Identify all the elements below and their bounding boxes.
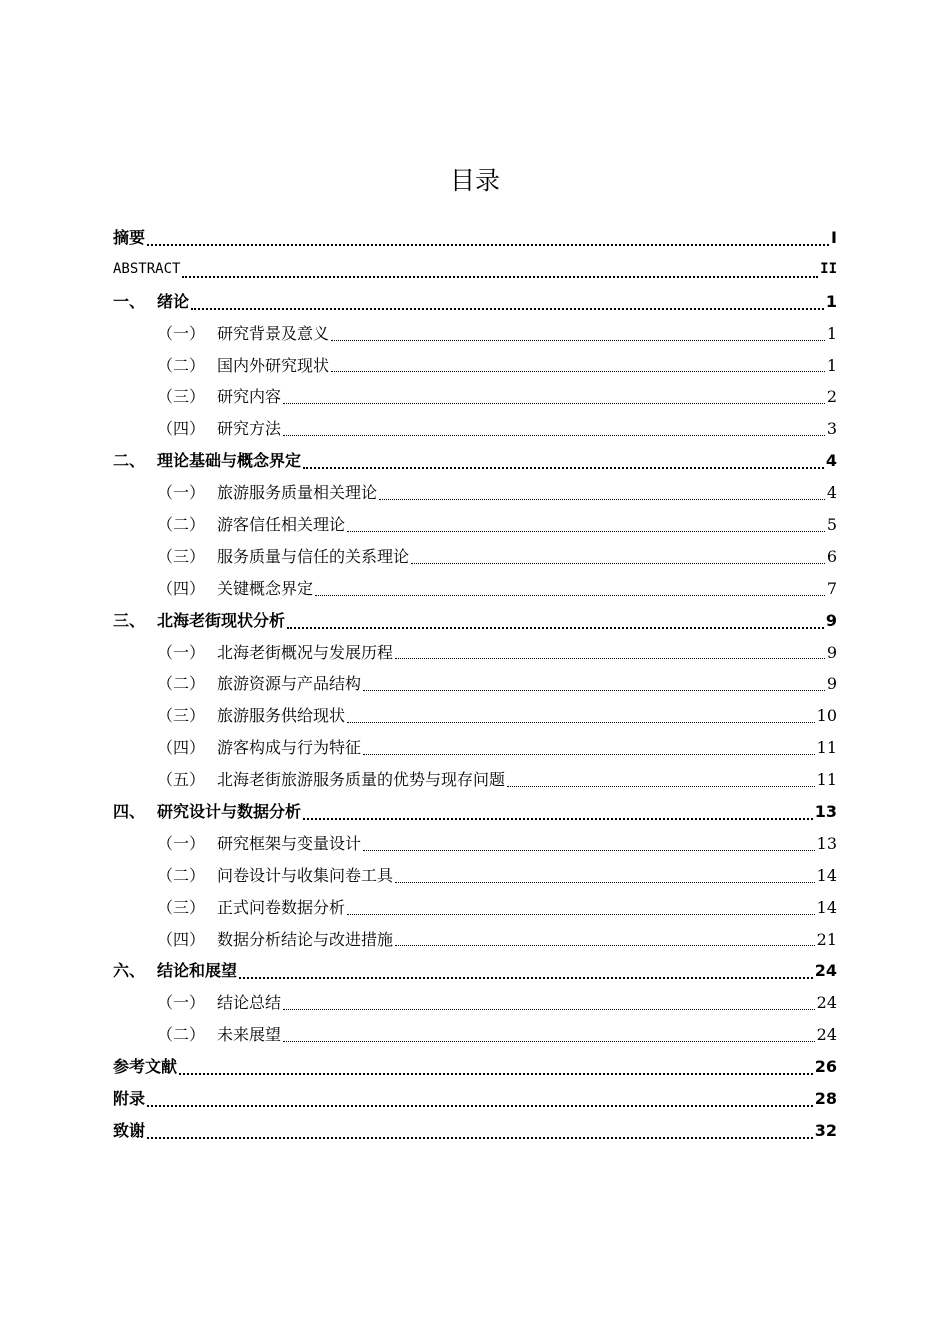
toc-entry-label: 正式问卷数据分析 (217, 897, 346, 917)
toc-entry-page-number: 3 (826, 419, 837, 439)
toc-entry-page-number: 24 (814, 961, 837, 981)
toc-title: 目录 (449, 166, 500, 195)
toc-entry-page-number: 9 (825, 610, 837, 630)
toc-entry-label: 问卷设计与收集问卷工具 (217, 865, 394, 885)
toc-entry-label: 附录 (113, 1089, 146, 1109)
toc-entry-label: 摘要 (113, 228, 146, 247)
toc-dot-leader (303, 445, 824, 477)
toc-dot-leader (239, 955, 813, 987)
toc-entry-section[interactable] (113, 764, 837, 796)
toc-entry-label: 游客信任相关理论 (217, 515, 346, 535)
toc-entry-number: （三） (157, 387, 206, 407)
toc-entry-number: （五） (157, 770, 206, 790)
toc-entry-page-number: 26 (814, 1057, 837, 1077)
toc-entry-label: 北海老街概况与发展历程 (217, 642, 394, 662)
toc-dot-leader (347, 700, 815, 732)
toc-dot-leader (347, 892, 815, 924)
toc-entry-page-number: 11 (816, 738, 837, 758)
toc-entry-page-number: 7 (826, 578, 837, 598)
toc-list (113, 222, 837, 1147)
toc-entry-chapter[interactable] (113, 286, 837, 318)
toc-entry-label: 北海老街现状分析 (157, 610, 286, 630)
toc-dot-leader (395, 860, 815, 892)
toc-entry-number: 四、 (113, 802, 146, 822)
toc-entry-label: 未来展望 (217, 1025, 282, 1045)
toc-entry-page-number: 14 (816, 897, 837, 917)
toc-entry-section[interactable] (113, 637, 837, 669)
toc-entry-number: 二、 (113, 451, 146, 471)
toc-entry-label: 北海老街旅游服务质量的优势与现存问题 (217, 770, 506, 790)
toc-entry-page-number: 11 (816, 770, 837, 790)
toc-dot-leader (507, 764, 815, 796)
toc-entry-chapter[interactable] (113, 222, 837, 254)
toc-entry-number: （四） (157, 578, 206, 598)
toc-entry-number: （二） (157, 355, 206, 375)
toc-entry-chapter[interactable] (113, 1115, 837, 1147)
toc-entry-label: 研究框架与变量设计 (217, 833, 362, 853)
toc-dot-leader (363, 828, 815, 860)
toc-entry-label: 国内外研究现状 (217, 355, 330, 375)
toc-dot-leader (283, 987, 815, 1019)
toc-entry-section[interactable] (113, 318, 837, 350)
toc-entry-page-number: 4 (825, 451, 837, 471)
toc-entry-label: 研究背景及意义 (217, 323, 330, 343)
toc-dot-leader (331, 318, 825, 350)
toc-entry-number: （三） (157, 546, 206, 566)
toc-entry-section[interactable] (113, 700, 837, 732)
toc-dot-leader (283, 1019, 815, 1051)
toc-entry-label: 结论和展望 (157, 961, 238, 981)
toc-entry-page-number: 21 (816, 929, 837, 949)
toc-entry-number: （三） (157, 706, 206, 726)
toc-entry-number: （四） (157, 738, 206, 758)
toc-entry-page-number: 32 (814, 1120, 837, 1140)
toc-dot-leader (395, 924, 815, 956)
toc-entry-page-number: I (831, 228, 837, 247)
toc-entry-chapter[interactable] (113, 796, 837, 828)
toc-entry-page-number: 1 (826, 355, 837, 375)
toc-entry-page-number: 2 (826, 387, 837, 407)
toc-entry-label: 游客构成与行为特征 (217, 738, 362, 758)
toc-entry-label: 旅游服务质量相关理论 (217, 483, 378, 503)
toc-entry-chapter[interactable] (113, 445, 837, 477)
toc-entry-number: （一） (157, 483, 206, 503)
toc-dot-leader (179, 1051, 813, 1083)
toc-entry-page-number: 1 (826, 323, 837, 343)
toc-entry-number: （二） (157, 865, 206, 885)
toc-dot-leader (287, 605, 824, 637)
toc-entry-label: 旅游服务供给现状 (217, 706, 346, 726)
toc-entry-section[interactable] (113, 860, 837, 892)
toc-entry-chapter[interactable] (113, 1051, 837, 1083)
toc-entry-label: 绪论 (157, 291, 190, 311)
toc-entry-chapter[interactable] (113, 254, 837, 286)
toc-dot-leader (147, 222, 829, 254)
toc-entry-chapter[interactable] (113, 955, 837, 987)
toc-entry-chapter[interactable] (113, 605, 837, 637)
toc-entry-page-number: 5 (826, 515, 837, 535)
toc-entry-number: 一、 (113, 291, 146, 311)
toc-entry-section[interactable] (113, 350, 837, 382)
toc-entry-label: 致谢 (113, 1120, 146, 1140)
toc-entry-label: 理论基础与概念界定 (157, 451, 302, 471)
toc-entry-section[interactable] (113, 892, 837, 924)
toc-entry-page-number: 9 (826, 674, 837, 694)
toc-entry-section[interactable] (113, 477, 837, 509)
toc-entry-section[interactable] (113, 828, 837, 860)
toc-dot-leader (395, 637, 825, 669)
toc-entry-section[interactable] (113, 573, 837, 605)
toc-entry-number: （一） (157, 833, 206, 853)
toc-entry-section[interactable] (113, 924, 837, 956)
toc-entry-page-number: 6 (826, 546, 837, 566)
toc-entry-section[interactable] (113, 668, 837, 700)
toc-entry-page-number: 28 (814, 1089, 837, 1109)
toc-entry-number: （四） (157, 929, 206, 949)
toc-entry-section[interactable] (113, 1019, 837, 1051)
toc-entry-page-number: 13 (814, 802, 837, 822)
toc-dot-leader (283, 413, 825, 445)
toc-dot-leader (182, 254, 818, 286)
toc-entry-label: 参考文献 (113, 1057, 178, 1077)
toc-dot-leader (303, 796, 813, 828)
toc-entry-number: （二） (157, 515, 206, 535)
toc-entry-section[interactable] (113, 732, 837, 764)
toc-entry-chapter[interactable] (113, 1083, 837, 1115)
toc-dot-leader (315, 573, 825, 605)
toc-entry-section[interactable] (113, 541, 837, 573)
toc-entry-number: （二） (157, 674, 206, 694)
toc-dot-leader (147, 1115, 813, 1147)
toc-entry-number: （一） (157, 993, 206, 1013)
toc-entry-section[interactable] (113, 987, 837, 1019)
toc-dot-leader (147, 1083, 813, 1115)
toc-entry-page-number: 4 (826, 483, 837, 503)
toc-entry-label: 研究设计与数据分析 (157, 802, 302, 822)
toc-dot-leader (331, 350, 825, 382)
toc-entry-page-number: 13 (816, 833, 837, 853)
toc-entry-number: （一） (157, 642, 206, 662)
toc-entry-number: （一） (157, 323, 206, 343)
toc-entry-number: 三、 (113, 610, 146, 630)
toc-entry-page-number: II (820, 260, 837, 277)
toc-dot-leader (363, 668, 825, 700)
toc-dot-leader (347, 509, 825, 541)
toc-entry-section[interactable] (113, 509, 837, 541)
toc-dot-leader (283, 381, 825, 413)
toc-dot-leader (191, 286, 824, 318)
toc-entry-label: 旅游资源与产品结构 (217, 674, 362, 694)
toc-entry-page-number: 24 (816, 993, 837, 1013)
toc-dot-leader (411, 541, 825, 573)
toc-entry-label: 关键概念界定 (217, 578, 314, 598)
toc-entry-number: （三） (157, 897, 206, 917)
toc-entry-number: （四） (157, 419, 206, 439)
toc-entry-label: ABSTRACT (113, 260, 181, 277)
toc-entry-label: 结论总结 (217, 993, 282, 1013)
toc-entry-label: 研究方法 (217, 419, 282, 439)
toc-entry-page-number: 14 (816, 865, 837, 885)
toc-entry-page-number: 9 (826, 642, 837, 662)
toc-entry-label: 数据分析结论与改进措施 (217, 929, 394, 949)
toc-dot-leader (379, 477, 825, 509)
toc-entry-number: （二） (157, 1025, 206, 1045)
toc-entry-page-number: 24 (816, 1025, 837, 1045)
toc-entry-label: 研究内容 (217, 387, 282, 407)
toc-entry-page-number: 10 (816, 706, 837, 726)
toc-dot-leader (363, 732, 815, 764)
toc-entry-label: 服务质量与信任的关系理论 (217, 546, 410, 566)
toc-entry-section[interactable] (113, 413, 837, 445)
toc-entry-number: 六、 (113, 961, 146, 981)
toc-entry-section[interactable] (113, 381, 837, 413)
toc-entry-page-number: 1 (825, 291, 837, 311)
